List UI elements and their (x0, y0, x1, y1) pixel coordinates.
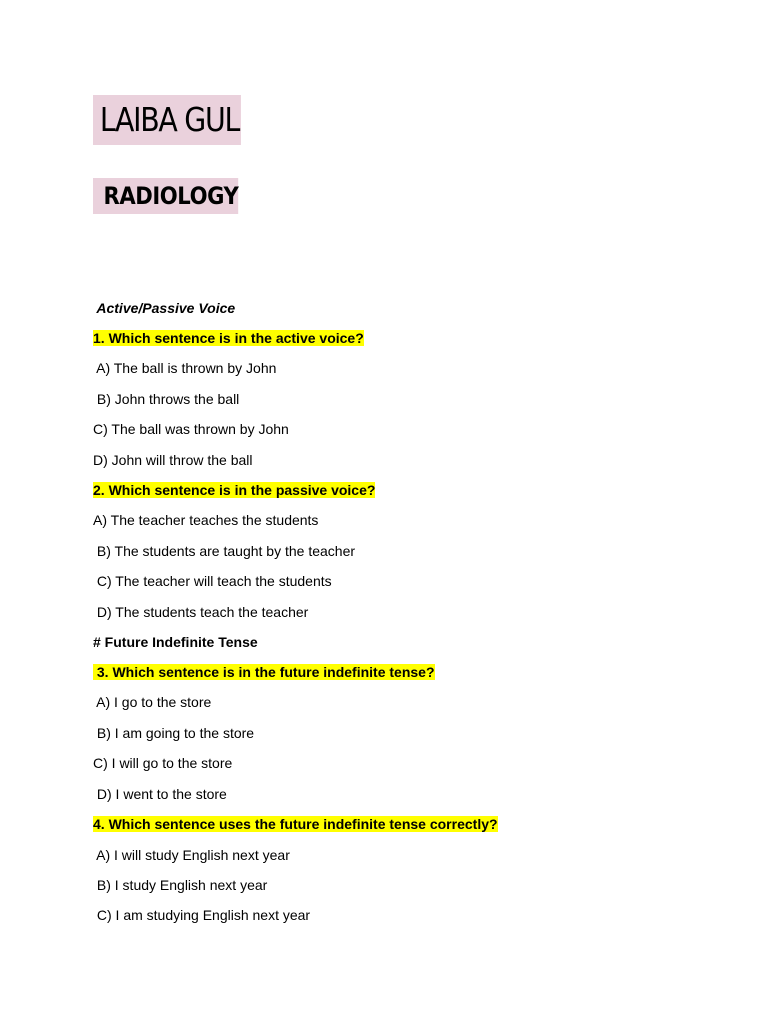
option-1c: C) The ball was thrown by John (93, 421, 289, 437)
question-1 (93, 330, 364, 346)
option-3c: C) I will go to the store (93, 755, 233, 771)
question-3 (93, 664, 435, 680)
question-2 (93, 482, 375, 498)
section-heading-active-passive: Active/Passive Voice (93, 300, 236, 316)
question-text: 4. Which sentence uses the future indefinite tense correctly? (93, 816, 498, 832)
question-text: 1. Which sentence is in the active voice? (93, 330, 364, 346)
option-1b: B) John throws the ball (93, 391, 240, 407)
department-heading: RADIOLOGY (93, 178, 238, 214)
option-1d: D) John will throw the ball (93, 452, 253, 468)
option-3a: A) I go to the store (93, 694, 212, 710)
question-text: 3. Which sentence is in the future indefinite tense? (93, 664, 435, 680)
option-2d: D) The students teach the teacher (93, 604, 309, 620)
option-2a: A) The teacher teaches the students (93, 512, 319, 528)
option-4a: A) I will study English next year (93, 847, 290, 863)
option-3d: D) I went to the store (93, 786, 227, 802)
option-4b: B) I study English next year (93, 877, 268, 893)
question-text: 2. Which sentence is in the passive voice? (93, 482, 376, 498)
question-4 (93, 816, 498, 832)
section-heading-future-indefinite: # Future Indefinite Tense (93, 634, 258, 650)
option-3b: B) I am going to the store (93, 725, 255, 741)
option-2c: C) The teacher will teach the students (93, 573, 332, 589)
option-4c: C) I am studying English next year (93, 907, 311, 923)
option-1a: A) The ball is thrown by John (93, 360, 277, 376)
option-2b: B) The students are taught by the teacher (93, 543, 356, 559)
student-name-heading: LAIBA GUL (93, 95, 241, 145)
